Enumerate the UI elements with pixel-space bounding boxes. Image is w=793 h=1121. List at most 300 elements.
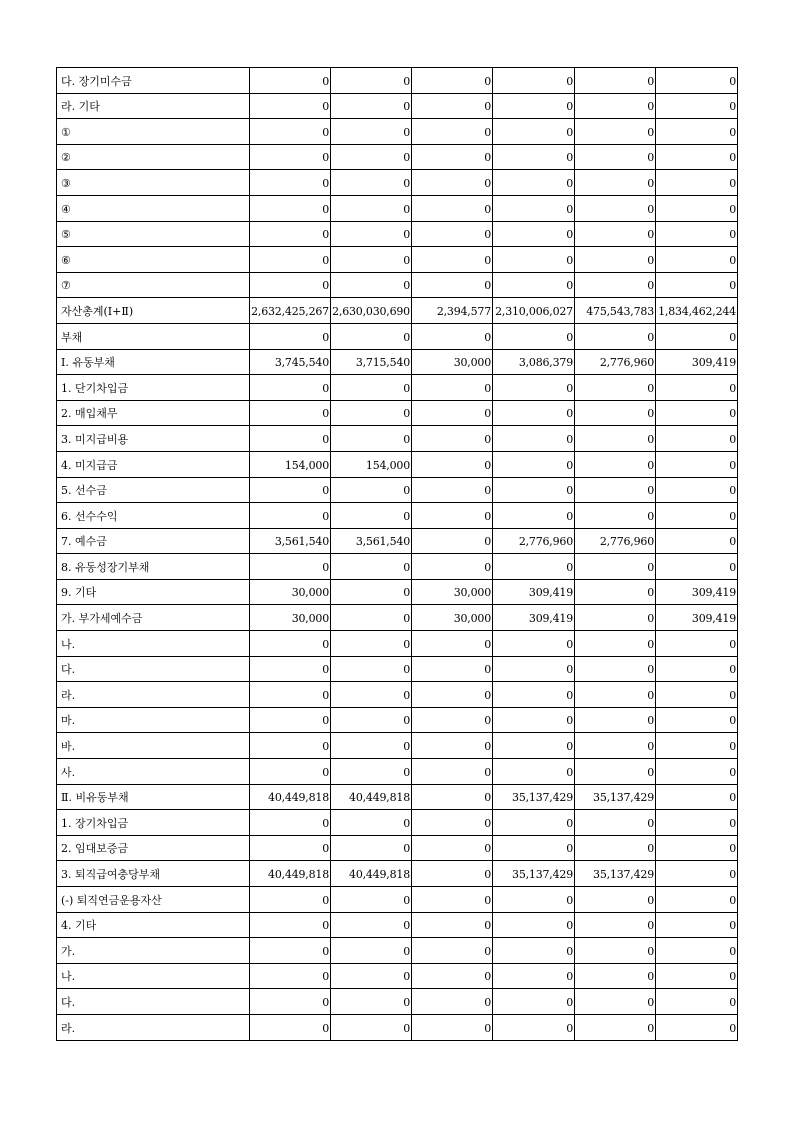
table-row	[57, 170, 738, 196]
value-cell: 35,137,429	[575, 861, 656, 887]
value-cell: 0	[493, 247, 575, 273]
table-row	[57, 810, 738, 836]
row-label: 라.	[57, 682, 250, 708]
value-cell: 0	[493, 707, 575, 733]
table-row	[57, 119, 738, 145]
row-label: 5. 선수금	[57, 477, 250, 503]
value-cell: 0	[331, 144, 412, 170]
row-label: 2. 매입채무	[57, 400, 250, 426]
value-cell: 0	[250, 119, 331, 145]
row-label: ③	[57, 170, 250, 196]
value-cell: 0	[412, 759, 493, 785]
value-cell: 0	[250, 1014, 331, 1040]
value-cell: 0	[493, 272, 575, 298]
value-cell: 0	[575, 477, 656, 503]
value-cell: 0	[331, 93, 412, 119]
value-cell: 2,310,006,027	[493, 298, 575, 324]
value-cell: 0	[656, 503, 738, 529]
value-cell: 0	[575, 170, 656, 196]
value-cell: 0	[412, 784, 493, 810]
value-cell: 0	[250, 963, 331, 989]
value-cell: 0	[331, 912, 412, 938]
table-row	[57, 247, 738, 273]
value-cell: 0	[575, 93, 656, 119]
value-cell: 0	[412, 861, 493, 887]
row-label: 8. 유동성장기부채	[57, 554, 250, 580]
value-cell: 0	[331, 989, 412, 1015]
value-cell: 0	[656, 272, 738, 298]
value-cell: 40,449,818	[250, 784, 331, 810]
table-row	[57, 733, 738, 759]
row-label: 나.	[57, 631, 250, 657]
value-cell: 0	[575, 323, 656, 349]
table-row	[57, 375, 738, 401]
row-label: 3. 미지급비용	[57, 426, 250, 452]
value-cell: 0	[656, 835, 738, 861]
value-cell: 0	[575, 400, 656, 426]
value-cell: 0	[493, 93, 575, 119]
value-cell: 0	[331, 170, 412, 196]
value-cell: 0	[331, 887, 412, 913]
value-cell: 0	[493, 221, 575, 247]
value-cell: 0	[331, 938, 412, 964]
value-cell: 0	[412, 451, 493, 477]
value-cell: 0	[575, 1014, 656, 1040]
value-cell: 0	[656, 119, 738, 145]
row-label: 6. 선수수익	[57, 503, 250, 529]
row-label: 마.	[57, 707, 250, 733]
value-cell: 0	[656, 477, 738, 503]
table-row	[57, 272, 738, 298]
row-label: 4. 미지급금	[57, 451, 250, 477]
value-cell: 0	[331, 554, 412, 580]
value-cell: 30,000	[250, 579, 331, 605]
row-label: 나.	[57, 963, 250, 989]
value-cell: 0	[331, 375, 412, 401]
row-label: ④	[57, 195, 250, 221]
value-cell: 0	[331, 605, 412, 631]
value-cell: 0	[575, 912, 656, 938]
value-cell: 0	[331, 1014, 412, 1040]
value-cell: 0	[493, 810, 575, 836]
value-cell: 0	[331, 579, 412, 605]
value-cell: 0	[493, 631, 575, 657]
value-cell: 40,449,818	[250, 861, 331, 887]
value-cell: 0	[575, 451, 656, 477]
value-cell: 0	[331, 810, 412, 836]
row-label: 7. 예수금	[57, 528, 250, 554]
value-cell: 0	[412, 1014, 493, 1040]
value-cell: 0	[250, 221, 331, 247]
table-row	[57, 1014, 738, 1040]
row-label: ⑥	[57, 247, 250, 273]
value-cell: 0	[250, 887, 331, 913]
value-cell: 0	[412, 887, 493, 913]
value-cell: 0	[656, 682, 738, 708]
row-label: 3. 퇴직급여충당부채	[57, 861, 250, 887]
row-label: 9. 기타	[57, 579, 250, 605]
value-cell: 0	[331, 503, 412, 529]
value-cell: 0	[331, 323, 412, 349]
value-cell: 35,137,429	[493, 861, 575, 887]
table-row	[57, 400, 738, 426]
value-cell: 154,000	[250, 451, 331, 477]
table-row	[57, 451, 738, 477]
value-cell: 0	[250, 144, 331, 170]
value-cell: 0	[656, 989, 738, 1015]
value-cell: 0	[575, 68, 656, 94]
value-cell: 0	[656, 93, 738, 119]
balance-sheet-table	[56, 67, 738, 1041]
value-cell: 2,394,577	[412, 298, 493, 324]
value-cell: 0	[575, 963, 656, 989]
value-cell: 0	[250, 400, 331, 426]
table-row	[57, 323, 738, 349]
value-cell: 0	[412, 963, 493, 989]
value-cell: 0	[656, 68, 738, 94]
value-cell: 35,137,429	[575, 784, 656, 810]
value-cell: 0	[493, 119, 575, 145]
value-cell: 0	[656, 451, 738, 477]
row-label: ⑤	[57, 221, 250, 247]
row-label: 가. 부가세예수금	[57, 605, 250, 631]
value-cell: 0	[656, 759, 738, 785]
table-row	[57, 631, 738, 657]
value-cell: 0	[331, 656, 412, 682]
value-cell: 0	[493, 195, 575, 221]
row-label: Ⅰ. 유동부채	[57, 349, 250, 375]
value-cell: 0	[656, 144, 738, 170]
value-cell: 0	[575, 426, 656, 452]
value-cell: 0	[575, 144, 656, 170]
value-cell: 0	[250, 682, 331, 708]
value-cell: 309,419	[656, 579, 738, 605]
value-cell: 0	[493, 887, 575, 913]
value-cell: 0	[656, 247, 738, 273]
value-cell: 0	[412, 503, 493, 529]
balance-sheet-body	[57, 68, 738, 1041]
value-cell: 0	[656, 656, 738, 682]
row-label: 가.	[57, 938, 250, 964]
value-cell: 154,000	[331, 451, 412, 477]
value-cell: 0	[412, 221, 493, 247]
value-cell: 0	[656, 400, 738, 426]
row-label: (-) 퇴직연금운용자산	[57, 887, 250, 913]
value-cell: 2,776,960	[575, 528, 656, 554]
value-cell: 30,000	[412, 349, 493, 375]
value-cell: 0	[250, 759, 331, 785]
value-cell: 0	[250, 272, 331, 298]
value-cell: 0	[331, 426, 412, 452]
value-cell: 0	[575, 247, 656, 273]
value-cell: 3,745,540	[250, 349, 331, 375]
value-cell: 0	[412, 375, 493, 401]
table-row	[57, 503, 738, 529]
value-cell: 0	[575, 707, 656, 733]
value-cell: 0	[412, 93, 493, 119]
value-cell: 309,419	[656, 605, 738, 631]
value-cell: 0	[575, 835, 656, 861]
value-cell: 0	[575, 272, 656, 298]
value-cell: 0	[575, 605, 656, 631]
table-row	[57, 682, 738, 708]
value-cell: 0	[493, 733, 575, 759]
value-cell: 0	[493, 170, 575, 196]
value-cell: 0	[493, 68, 575, 94]
value-cell: 0	[331, 119, 412, 145]
table-row	[57, 68, 738, 94]
table-row	[57, 579, 738, 605]
value-cell: 0	[656, 733, 738, 759]
row-label: 1. 장기차입금	[57, 810, 250, 836]
value-cell: 0	[331, 400, 412, 426]
table-row	[57, 707, 738, 733]
value-cell: 0	[493, 682, 575, 708]
value-cell: 0	[575, 119, 656, 145]
value-cell: 0	[331, 68, 412, 94]
value-cell: 0	[412, 656, 493, 682]
row-label: 라. 기타	[57, 93, 250, 119]
value-cell: 0	[250, 68, 331, 94]
table-row	[57, 887, 738, 913]
value-cell: 0	[250, 707, 331, 733]
table-row	[57, 759, 738, 785]
value-cell: 2,630,030,690	[331, 298, 412, 324]
table-row	[57, 912, 738, 938]
value-cell: 309,419	[493, 605, 575, 631]
value-cell: 0	[331, 631, 412, 657]
value-cell: 0	[493, 912, 575, 938]
value-cell: 3,561,540	[250, 528, 331, 554]
row-label: ②	[57, 144, 250, 170]
row-label: Ⅱ. 비유동부채	[57, 784, 250, 810]
value-cell: 0	[656, 554, 738, 580]
value-cell: 0	[575, 887, 656, 913]
value-cell: 0	[656, 375, 738, 401]
value-cell: 0	[250, 989, 331, 1015]
value-cell: 0	[250, 426, 331, 452]
table-row	[57, 605, 738, 631]
value-cell: 0	[250, 938, 331, 964]
value-cell: 30,000	[412, 605, 493, 631]
value-cell: 0	[331, 682, 412, 708]
table-row	[57, 554, 738, 580]
row-label: 4. 기타	[57, 912, 250, 938]
row-label: 다. 장기미수금	[57, 68, 250, 94]
row-label: ⑦	[57, 272, 250, 298]
table-row	[57, 144, 738, 170]
value-cell: 0	[331, 272, 412, 298]
value-cell: 0	[656, 707, 738, 733]
value-cell: 0	[656, 323, 738, 349]
value-cell: 0	[250, 323, 331, 349]
value-cell: 0	[412, 426, 493, 452]
value-cell: 35,137,429	[493, 784, 575, 810]
value-cell: 40,449,818	[331, 784, 412, 810]
value-cell: 0	[493, 451, 575, 477]
value-cell: 0	[656, 938, 738, 964]
value-cell: 0	[250, 375, 331, 401]
value-cell: 30,000	[250, 605, 331, 631]
value-cell: 0	[493, 1014, 575, 1040]
value-cell: 0	[493, 989, 575, 1015]
value-cell: 0	[656, 221, 738, 247]
value-cell: 0	[331, 477, 412, 503]
value-cell: 0	[331, 963, 412, 989]
value-cell: 0	[250, 93, 331, 119]
value-cell: 0	[331, 707, 412, 733]
value-cell: 0	[575, 682, 656, 708]
value-cell: 0	[575, 221, 656, 247]
row-label: 자산총계(Ⅰ+Ⅱ)	[57, 298, 250, 324]
value-cell: 0	[331, 247, 412, 273]
value-cell: 0	[412, 195, 493, 221]
value-cell: 0	[250, 810, 331, 836]
value-cell: 0	[331, 733, 412, 759]
value-cell: 0	[412, 989, 493, 1015]
value-cell: 0	[412, 400, 493, 426]
row-label: 2. 임대보증금	[57, 835, 250, 861]
value-cell: 0	[656, 810, 738, 836]
value-cell: 0	[575, 375, 656, 401]
value-cell: 0	[575, 554, 656, 580]
row-label: 바.	[57, 733, 250, 759]
value-cell: 0	[493, 375, 575, 401]
value-cell: 0	[493, 554, 575, 580]
value-cell: 0	[412, 810, 493, 836]
value-cell: 0	[250, 195, 331, 221]
value-cell: 475,543,783	[575, 298, 656, 324]
value-cell: 0	[575, 938, 656, 964]
value-cell: 0	[656, 528, 738, 554]
table-row	[57, 861, 738, 887]
value-cell: 2,776,960	[575, 349, 656, 375]
value-cell: 0	[656, 784, 738, 810]
value-cell: 0	[412, 477, 493, 503]
value-cell: 0	[412, 733, 493, 759]
value-cell: 0	[412, 119, 493, 145]
value-cell: 0	[656, 426, 738, 452]
value-cell: 0	[575, 579, 656, 605]
value-cell: 2,776,960	[493, 528, 575, 554]
value-cell: 3,086,379	[493, 349, 575, 375]
value-cell: 0	[250, 656, 331, 682]
value-cell: 3,715,540	[331, 349, 412, 375]
value-cell: 0	[412, 144, 493, 170]
value-cell: 0	[493, 759, 575, 785]
value-cell: 0	[250, 631, 331, 657]
value-cell: 0	[656, 631, 738, 657]
value-cell: 0	[493, 656, 575, 682]
value-cell: 0	[575, 759, 656, 785]
value-cell: 3,561,540	[331, 528, 412, 554]
value-cell: 0	[412, 682, 493, 708]
value-cell: 0	[493, 503, 575, 529]
value-cell: 0	[656, 887, 738, 913]
value-cell: 0	[493, 144, 575, 170]
value-cell: 0	[412, 707, 493, 733]
value-cell: 0	[493, 400, 575, 426]
value-cell: 0	[656, 963, 738, 989]
table-row	[57, 656, 738, 682]
value-cell: 0	[656, 1014, 738, 1040]
table-row	[57, 195, 738, 221]
value-cell: 0	[656, 195, 738, 221]
value-cell: 0	[575, 656, 656, 682]
value-cell: 0	[331, 759, 412, 785]
value-cell: 0	[656, 861, 738, 887]
table-row	[57, 221, 738, 247]
value-cell: 0	[575, 631, 656, 657]
value-cell: 309,419	[656, 349, 738, 375]
table-row	[57, 784, 738, 810]
value-cell: 0	[250, 912, 331, 938]
table-row	[57, 477, 738, 503]
row-label: 부채	[57, 323, 250, 349]
value-cell: 0	[250, 503, 331, 529]
row-label: 라.	[57, 1014, 250, 1040]
row-label: ①	[57, 119, 250, 145]
value-cell: 309,419	[493, 579, 575, 605]
value-cell: 0	[656, 170, 738, 196]
value-cell: 0	[412, 938, 493, 964]
value-cell: 0	[493, 426, 575, 452]
table-row	[57, 349, 738, 375]
value-cell: 0	[493, 323, 575, 349]
value-cell: 0	[493, 938, 575, 964]
value-cell: 0	[493, 963, 575, 989]
financial-statement-sheet	[56, 67, 737, 1041]
value-cell: 0	[575, 195, 656, 221]
value-cell: 0	[331, 835, 412, 861]
table-row	[57, 989, 738, 1015]
value-cell: 0	[412, 68, 493, 94]
value-cell: 0	[412, 247, 493, 273]
value-cell: 30,000	[412, 579, 493, 605]
value-cell: 0	[412, 554, 493, 580]
value-cell: 0	[250, 170, 331, 196]
value-cell: 0	[412, 170, 493, 196]
table-row	[57, 835, 738, 861]
value-cell: 0	[331, 195, 412, 221]
value-cell: 0	[412, 272, 493, 298]
value-cell: 40,449,818	[331, 861, 412, 887]
table-row	[57, 426, 738, 452]
row-label: 사.	[57, 759, 250, 785]
row-label: 다.	[57, 989, 250, 1015]
value-cell: 0	[250, 554, 331, 580]
table-row	[57, 963, 738, 989]
row-label: 다.	[57, 656, 250, 682]
table-row	[57, 93, 738, 119]
value-cell: 1,834,462,244	[656, 298, 738, 324]
value-cell: 0	[493, 835, 575, 861]
value-cell: 0	[575, 503, 656, 529]
value-cell: 2,632,425,267	[250, 298, 331, 324]
table-row	[57, 528, 738, 554]
value-cell: 0	[412, 835, 493, 861]
value-cell: 0	[412, 323, 493, 349]
value-cell: 0	[250, 733, 331, 759]
value-cell: 0	[250, 835, 331, 861]
table-row	[57, 938, 738, 964]
value-cell: 0	[412, 912, 493, 938]
value-cell: 0	[493, 477, 575, 503]
row-label: 1. 단기차입금	[57, 375, 250, 401]
value-cell: 0	[412, 528, 493, 554]
value-cell: 0	[575, 989, 656, 1015]
value-cell: 0	[331, 221, 412, 247]
